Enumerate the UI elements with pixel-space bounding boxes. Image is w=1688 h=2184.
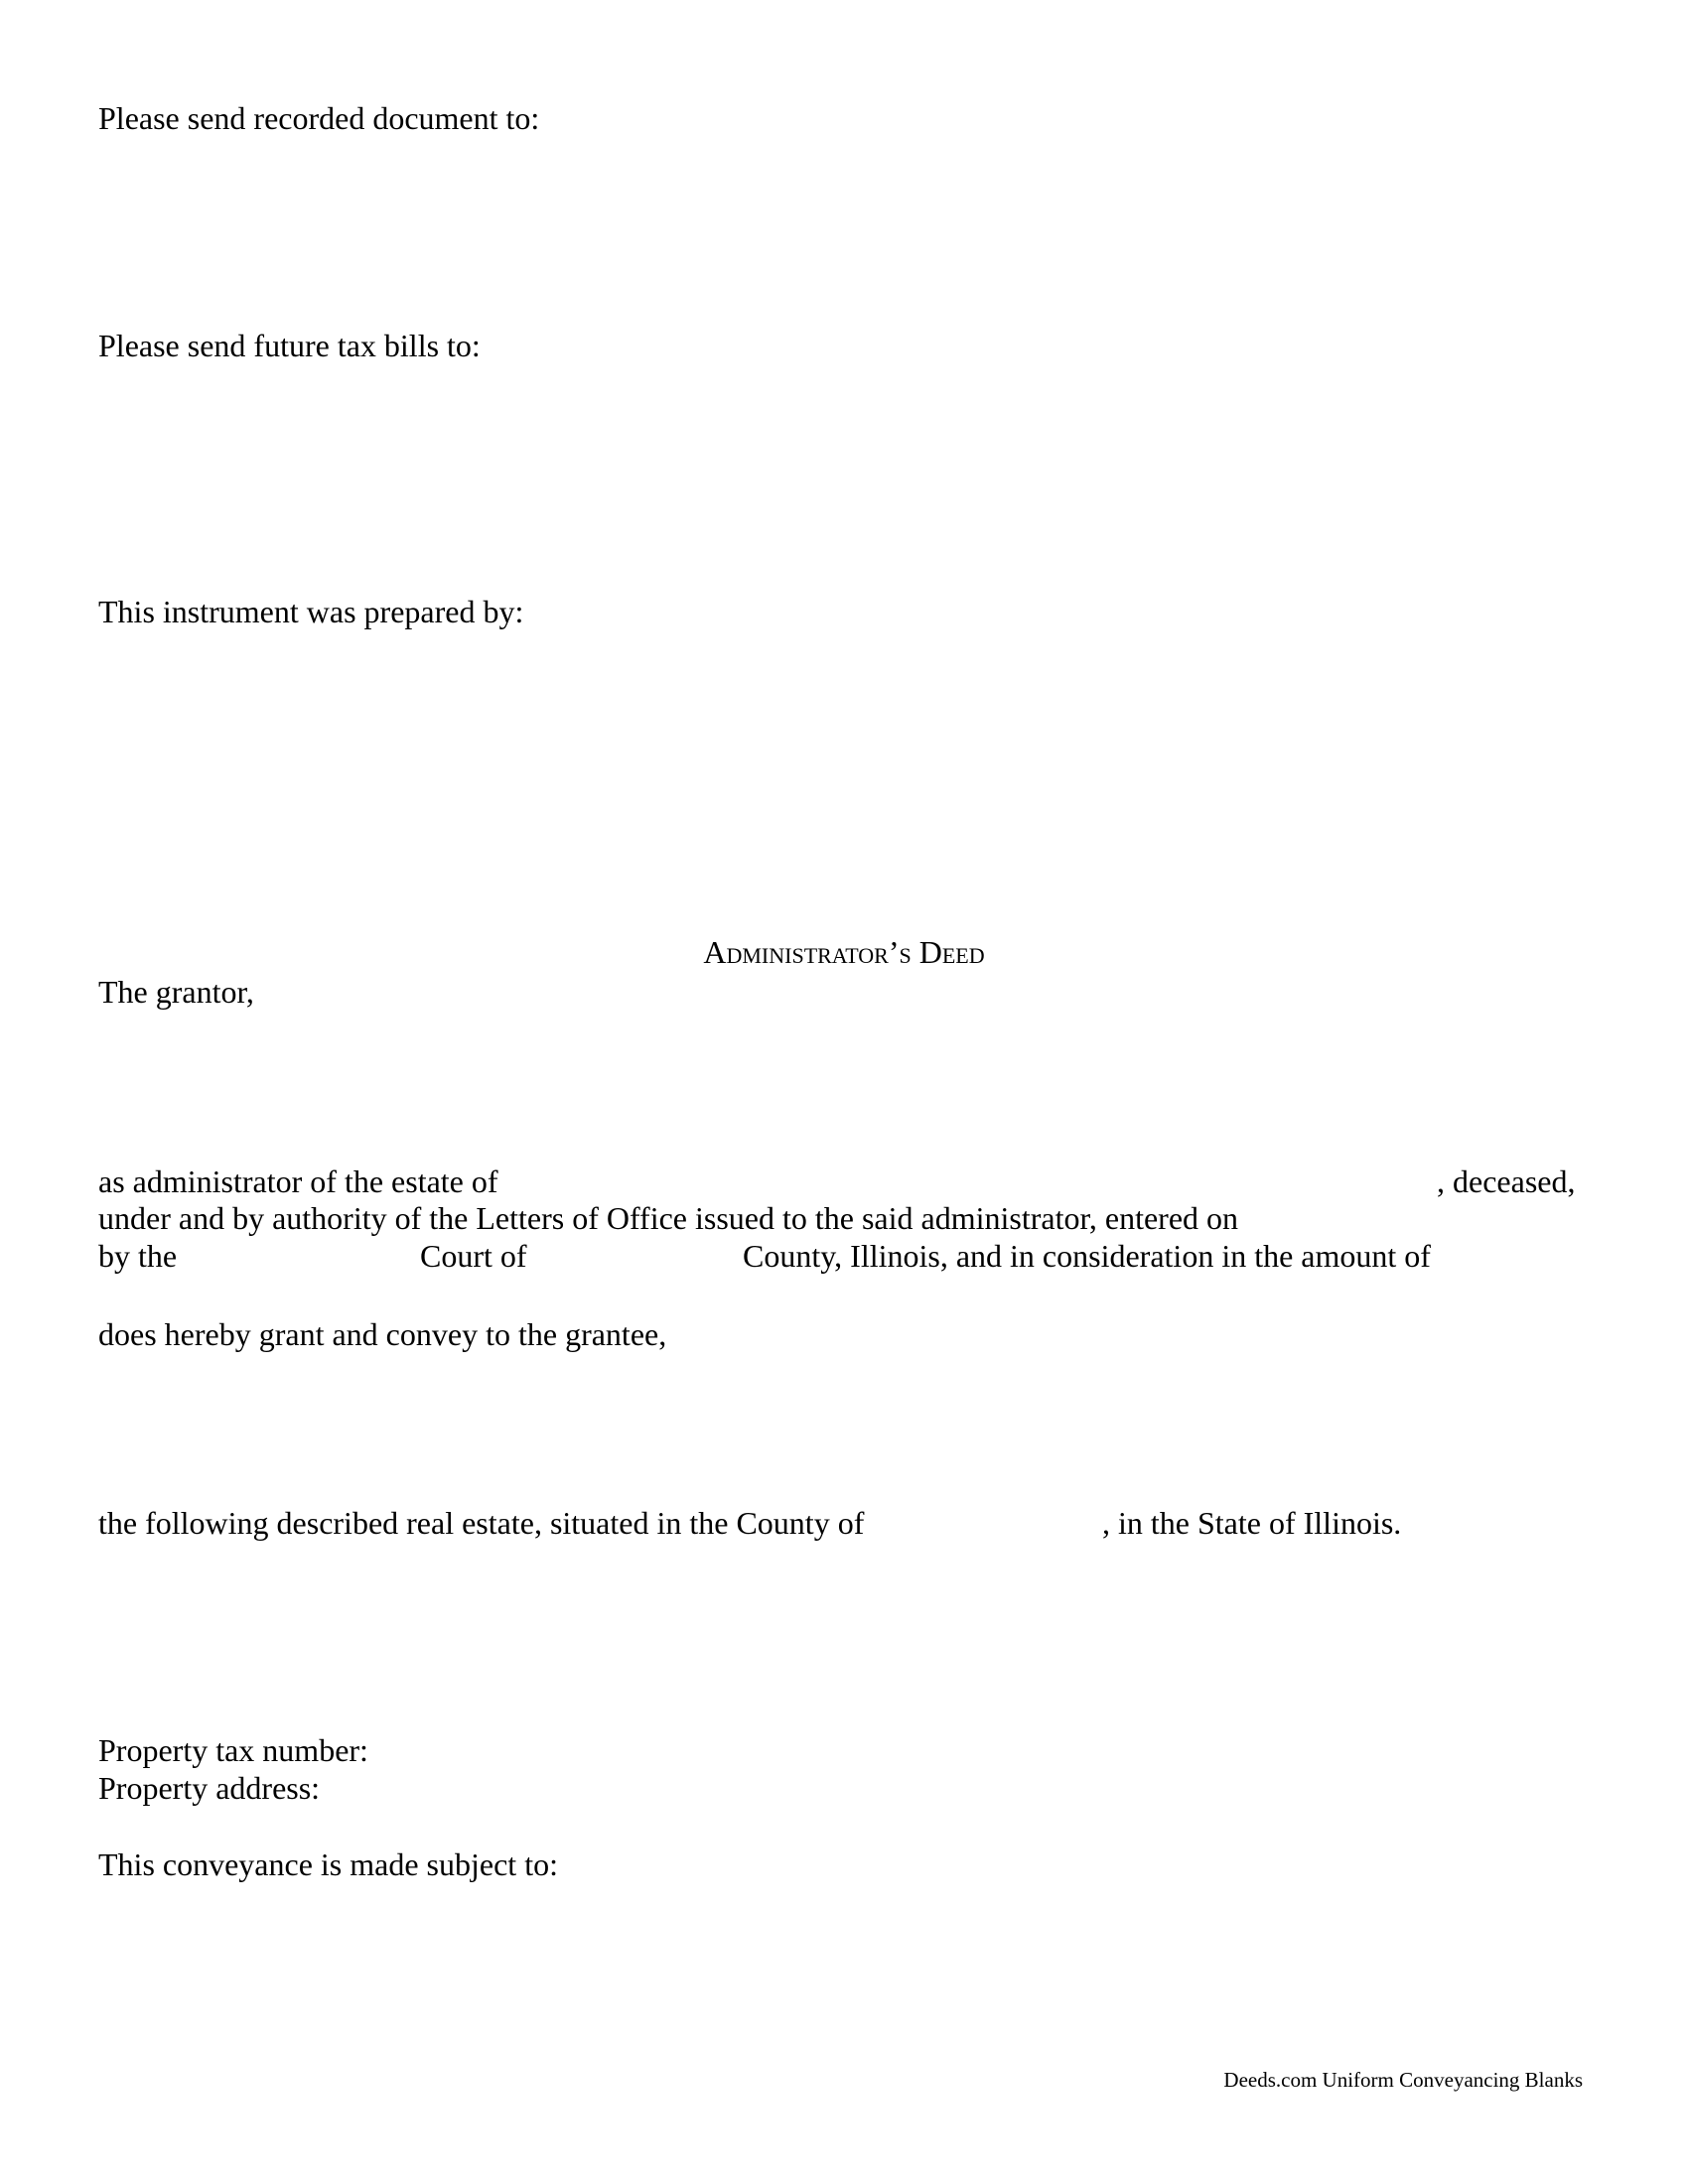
deed-title: Administrator’s Deed xyxy=(703,934,985,970)
authority-line: under and by authority of the Letters of Office issued to the said administrator, entered on xyxy=(98,1200,1239,1236)
property-tax-number-label: Property tax number: xyxy=(98,1732,368,1768)
real-estate-line-end: , in the State of Illinois. xyxy=(1102,1505,1402,1541)
subject-to-label: This conveyance is made subject to: xyxy=(98,1846,558,1882)
court-line-rest: County, Illinois, and in consideration in the amount of xyxy=(743,1238,1431,1274)
court-line-court-of: Court of xyxy=(420,1238,527,1274)
property-address-label: Property address: xyxy=(98,1770,321,1806)
estate-line-start: as administrator of the estate of xyxy=(98,1163,498,1199)
grant-convey-line: does hereby grant and convey to the grantee, xyxy=(98,1316,667,1352)
send-tax-bills-label: Please send future tax bills to: xyxy=(98,328,481,363)
grantor-label: The grantor, xyxy=(98,974,254,1010)
estate-line-end: , deceased, xyxy=(1437,1163,1576,1199)
send-recorded-document-label: Please send recorded document to: xyxy=(98,100,540,136)
court-line-by-the: by the xyxy=(98,1238,178,1274)
real-estate-line-start: the following described real estate, situated in the County of xyxy=(98,1505,865,1541)
footer-text: Deeds.com Uniform Conveyancing Blanks xyxy=(1223,2068,1583,2092)
prepared-by-label: This instrument was prepared by: xyxy=(98,594,524,629)
